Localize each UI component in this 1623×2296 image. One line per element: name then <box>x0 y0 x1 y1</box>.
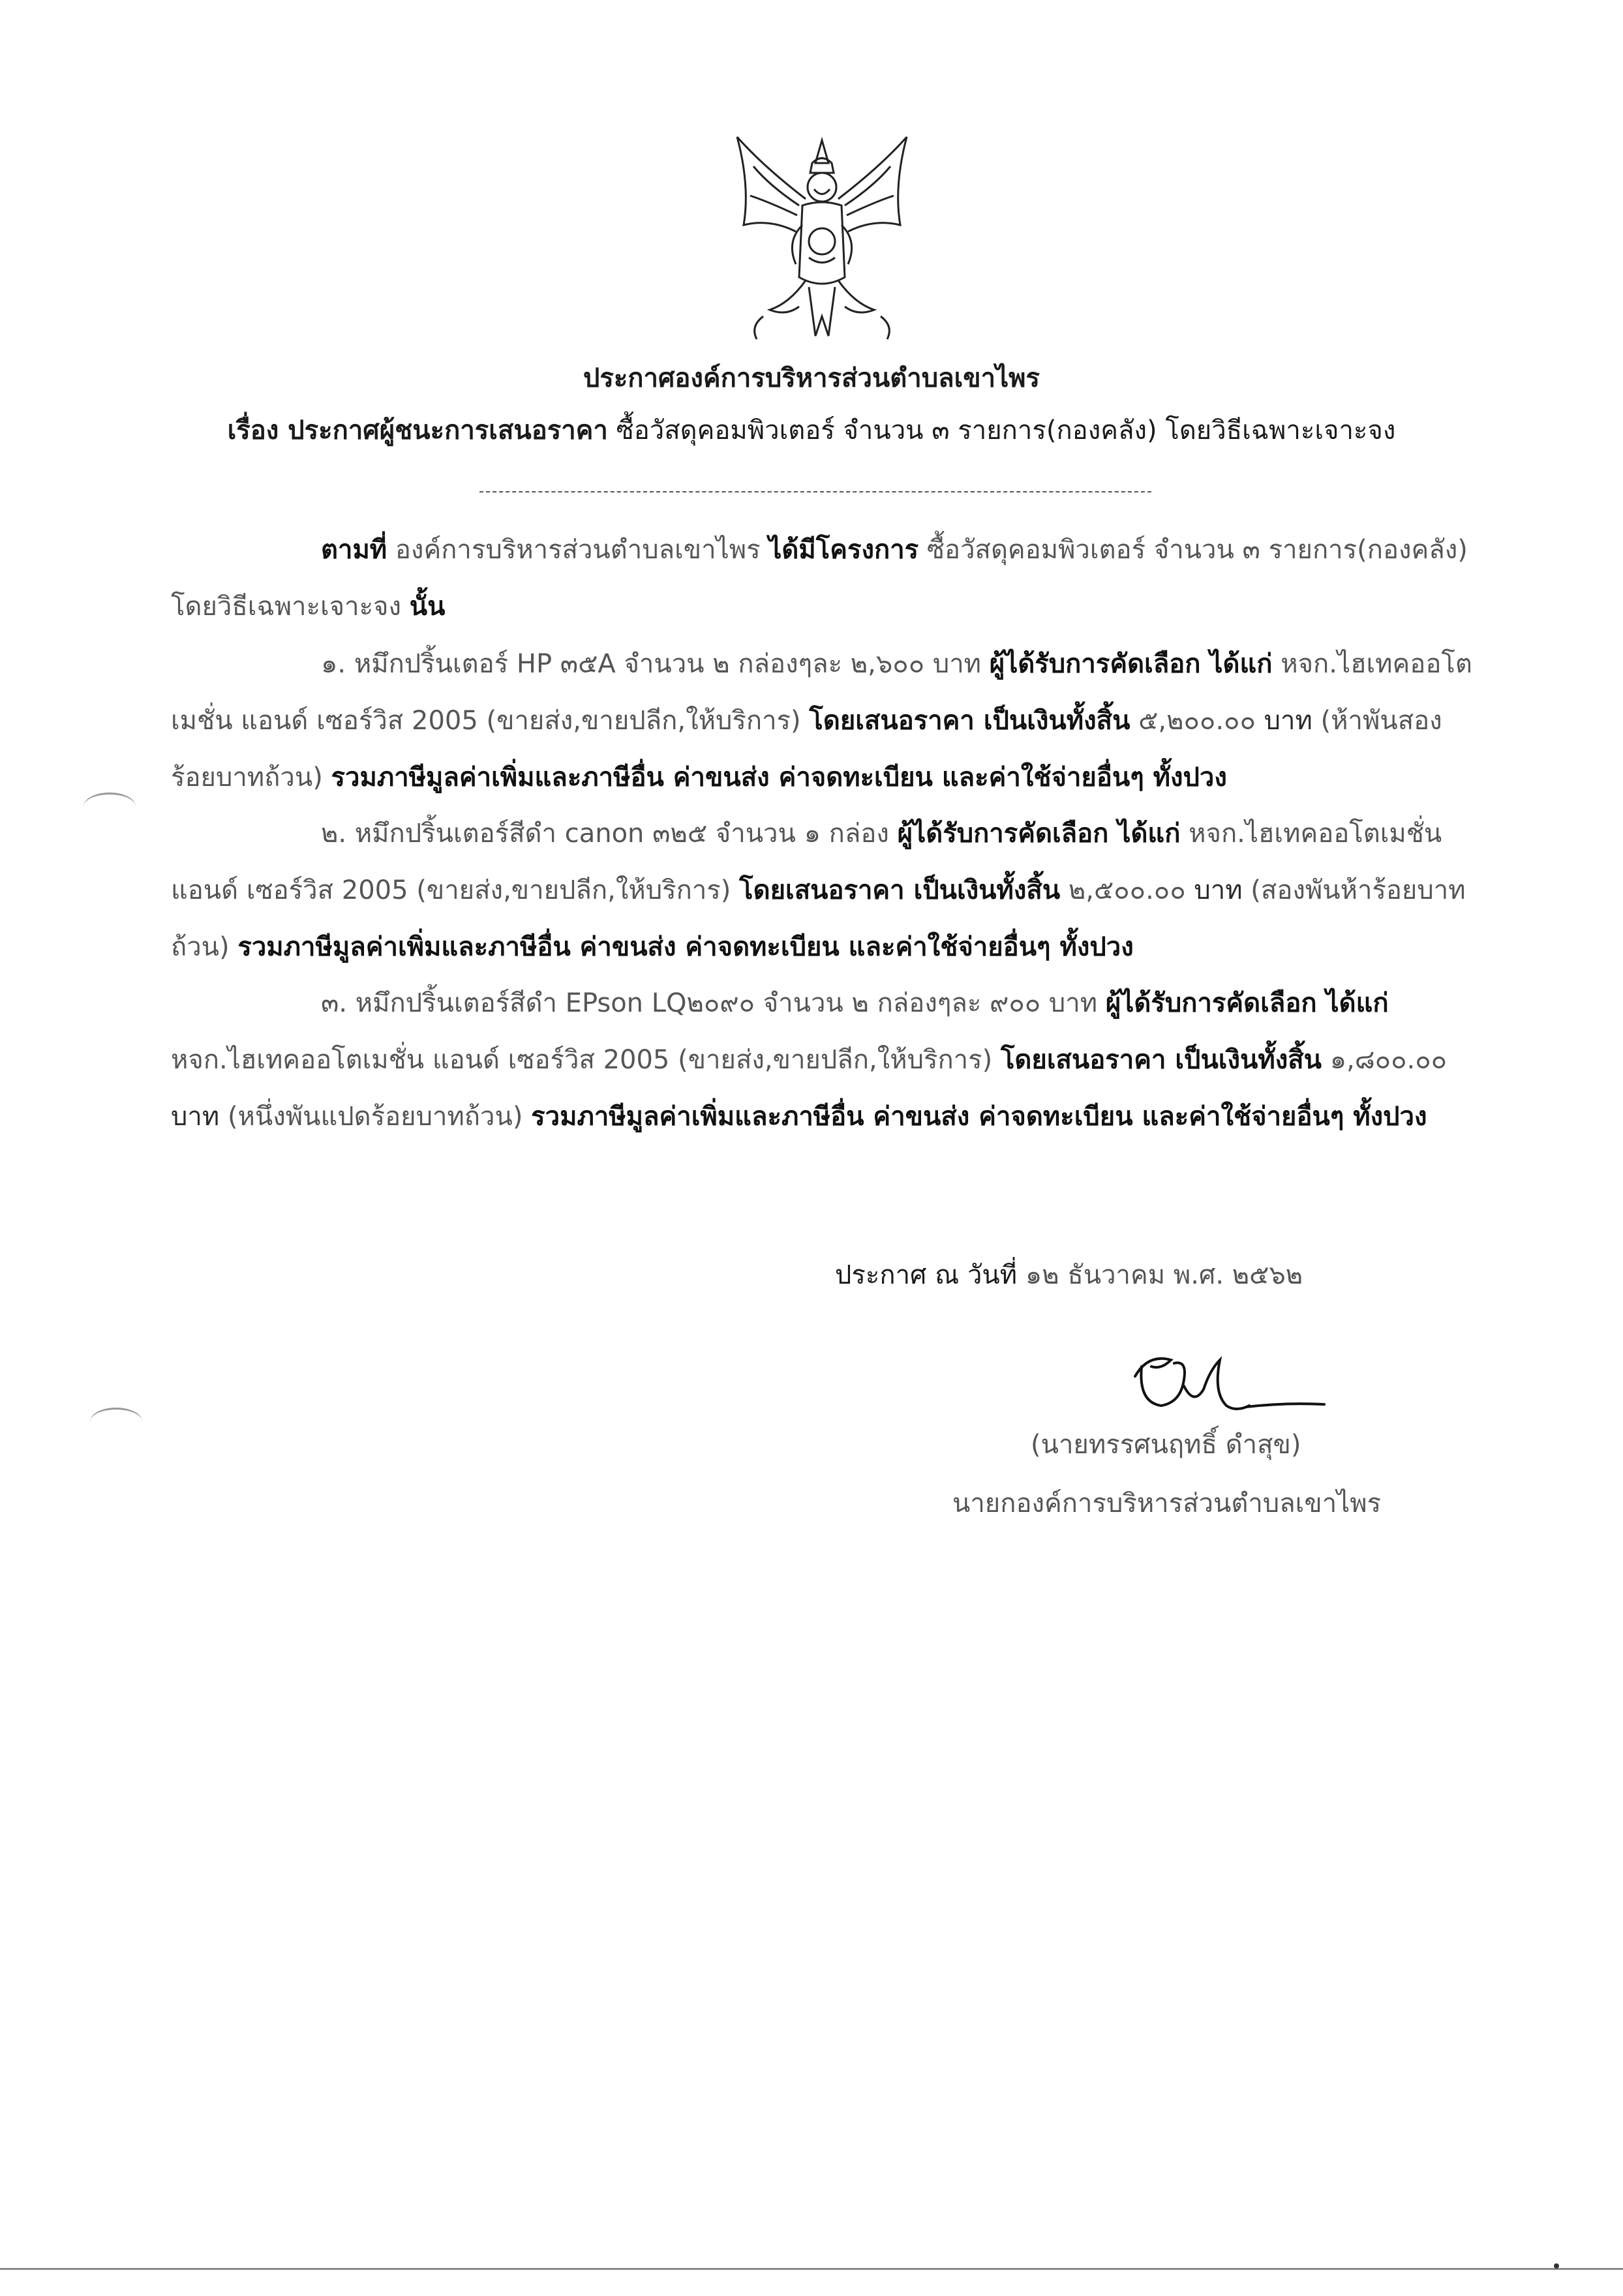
scan-edge-line <box>0 2268 1623 2270</box>
item-tax-note: รวมภาษีมูลค่าเพิ่มและภาษีอื่น ค่าขนส่ง ค่าจดทะเบียน และค่าใช้จ่ายอื่นๆ ทั้งปวง <box>531 1102 1427 1132</box>
garuda-emblem-icon <box>724 127 920 355</box>
intro-paragraph <box>171 522 1474 635</box>
item-offer-label: โดยเสนอราคา เป็นเงินทั้งสิ้น <box>809 706 1130 736</box>
item-tax-note: รวมภาษีมูลค่าเพิ่มและภาษีอื่น ค่าขนส่ง ค่าจดทะเบียน และค่าใช้จ่ายอื่นๆ ทั้งปวง <box>237 932 1134 962</box>
item-vendor: หจก.ไฮเทคออโตเมชั่น แอนด์ เซอร์วิส 2005 (ขายส่ง,ขายปลีก,ให้บริการ) <box>171 649 1472 736</box>
list-item <box>171 636 1474 806</box>
list-item <box>171 975 1474 1145</box>
item-winner-label: ผู้ได้รับการคัดเลือก ได้แก่ <box>1105 988 1389 1018</box>
signatory-position: นายกองค์การบริหารส่วนตำบลเขาไพร <box>952 1488 1382 1518</box>
item-description: หมึกปริ้นเตอร์สีดำ canon ๓๒๕ จำนวน ๑ กล่อง <box>354 819 889 849</box>
document-title: ประกาศองค์การบริหารส่วนตำบลเขาไพร <box>583 363 1040 393</box>
punch-hole-mark <box>83 793 136 821</box>
date-value: ๑๒ ธันวาคม พ.ศ. ๒๕๖๒ <box>1025 1260 1303 1290</box>
item-amount-words: (สองพันห้าร้อยบาทถ้วน) <box>171 875 1466 962</box>
item-number: ๒. <box>321 819 347 849</box>
date-label: ประกาศ ณ วันที่ <box>835 1260 1018 1290</box>
item-tax-note: รวมภาษีมูลค่าเพิ่มและภาษีอื่น ค่าขนส่ง ค่าจดทะเบียน และค่าใช้จ่ายอื่นๆ ทั้งปวง <box>331 763 1227 793</box>
subject-text: ซื้อวัสดุคอมพิวเตอร์ จำนวน ๓ รายการ(กองคลัง) โดยวิธีเฉพาะเจาะจง <box>616 415 1396 446</box>
item-offer-label: โดยเสนอราคา เป็นเงินทั้งสิ้น <box>739 875 1061 905</box>
intro-tail: นั้น <box>409 592 446 622</box>
item-currency: บาท <box>1264 706 1312 736</box>
intro-method: โดยวิธีเฉพาะเจาะจง <box>171 592 402 622</box>
handwritten-signature <box>1122 1340 1331 1425</box>
item-currency: บาท <box>1194 875 1243 905</box>
subject-label: เรื่อง ประกาศผู้ชนะการเสนอราคา <box>227 415 608 446</box>
item-amount: ๒,๕๐๐.๐๐ <box>1068 875 1186 905</box>
item-amount-words: (ห้าพันสองร้อยบาทถ้วน) <box>171 706 1442 793</box>
intro-lead: ตามที่ <box>321 535 387 565</box>
item-number: ๑. <box>321 649 346 679</box>
announcement-date <box>835 1256 1303 1295</box>
item-amount: ๑,๘๐๐.๐๐ <box>1329 1045 1448 1075</box>
item-vendor: หจก.ไฮเทคออโตเมชั่น แอนด์ เซอร์วิส 2005 (ขายส่ง,ขายปลีก,ให้บริการ) <box>171 819 1442 905</box>
item-offer-label: โดยเสนอราคา เป็นเงินทั้งสิ้น <box>1000 1045 1322 1075</box>
intro-project: ซื้อวัสดุคอมพิวเตอร์ จำนวน ๓ รายการ(กองคลัง) <box>926 535 1468 565</box>
signatory-name: (นายทรรศนฤทธิ์ ดำสุข) <box>1031 1430 1301 1460</box>
scan-dot <box>1554 2263 1559 2269</box>
intro-org: องค์การบริหารส่วนตำบลเขาไพร <box>395 535 761 565</box>
item-number: ๓. <box>321 988 348 1018</box>
item-winner-label: ผู้ได้รับการคัดเลือก ได้แก่ <box>897 819 1181 849</box>
header-divider <box>479 491 1151 492</box>
document-subject <box>0 411 1623 450</box>
intro-project-label: ได้มีโครงการ <box>768 535 919 565</box>
item-amount-words: (หนึ่งพันแปดร้อยบาทถ้วน) <box>227 1102 523 1132</box>
list-item <box>171 806 1474 976</box>
item-currency: บาท <box>171 1102 220 1132</box>
item-description: หมึกปริ้นเตอร์ HP ๓๕A จำนวน ๒ กล่องๆละ ๒,๖๐๐ บาท <box>354 649 982 679</box>
item-vendor: หจก.ไฮเทคออโตเมชั่น แอนด์ เซอร์วิส 2005 (ขายส่ง,ขายปลีก,ให้บริการ) <box>171 1045 993 1075</box>
item-description: หมึกปริ้นเตอร์สีดำ EPson LQ๒๐๙๐ จำนวน ๒ กล่องๆละ ๙๐๐ บาท <box>355 988 1098 1018</box>
item-amount: ๕,๒๐๐.๐๐ <box>1138 706 1256 736</box>
item-winner-label: ผู้ได้รับการคัดเลือก ได้แก่ <box>989 649 1273 679</box>
punch-hole-mark <box>90 1408 142 1436</box>
